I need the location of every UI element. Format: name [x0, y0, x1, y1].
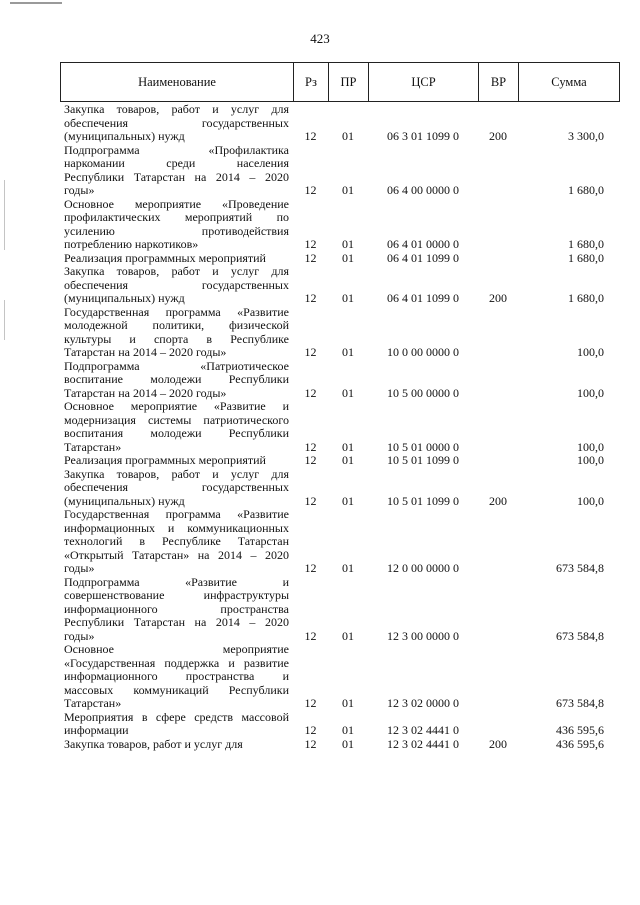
row-rz: 12	[304, 183, 317, 197]
row-pr: 01	[342, 736, 354, 751]
row-name-line: обеспечения государственных	[64, 115, 289, 130]
row-name	[60, 265, 293, 306]
row-name-line: наркомании среди населения	[64, 156, 289, 170]
row-sum: 673 584,8	[556, 696, 604, 710]
row-name-line: годы»	[64, 183, 95, 197]
row-pr: 01	[342, 250, 354, 265]
row-rz: 12	[304, 129, 317, 143]
row-name-line: Подпрограмма «Развитие и	[64, 574, 289, 589]
row-csr: 10 5 01 1099 0	[387, 493, 459, 508]
row-sum: 100,0	[577, 439, 604, 454]
row-sum: 1 680,0	[568, 237, 604, 251]
row-name-line: совершенствование инфраструктуры	[64, 588, 289, 602]
row-csr: 06 4 01 1099 0	[387, 250, 459, 265]
row-name-line: технологий в Республике Татарстан	[64, 534, 289, 548]
row-name-line: Татарстан на 2014 – 2020 годы»	[64, 385, 227, 400]
row-rz: 12	[304, 736, 317, 751]
row-csr: 06 4 01 0000 0	[387, 237, 459, 251]
row-rz: 12	[304, 696, 317, 710]
row-name-line: Основное мероприятие «Проведение	[64, 196, 289, 211]
row-name	[60, 252, 293, 266]
row-name	[60, 508, 293, 576]
row-rz: 12	[304, 237, 317, 251]
row-pr: 01	[342, 453, 354, 467]
row-csr: 12 3 02 0000 0	[387, 696, 459, 710]
row-name	[60, 468, 293, 509]
row-name-line: Основное мероприятие «Развитие и	[64, 399, 289, 413]
row-vr: 200	[489, 129, 507, 143]
row-name-line: информационного пространства и	[64, 669, 289, 683]
row-name-line: (муниципальных) нужд	[64, 493, 185, 508]
row-vr: 200	[489, 493, 507, 508]
row-name-line: (муниципальных) нужд	[64, 129, 185, 143]
row-name-line: информационных и коммуникационных	[64, 520, 289, 535]
row-rz: 12	[304, 250, 317, 265]
row-sum: 673 584,8	[556, 561, 604, 575]
row-name	[60, 400, 293, 454]
row-name-line: Закупка товаров, работ и услуг для	[64, 736, 243, 751]
row-csr: 06 4 00 0000 0	[387, 183, 459, 197]
page-number: 423	[310, 31, 330, 46]
row-sum: 100,0	[577, 345, 604, 359]
row-name	[60, 454, 293, 468]
scan-margin-mark	[4, 180, 5, 250]
row-name-line: Республики Татарстан на 2014 – 2020	[64, 615, 289, 629]
row-name	[60, 643, 293, 711]
row-name-line: Татарстан на 2014 – 2020 годы»	[64, 345, 227, 359]
table-row	[60, 265, 620, 306]
row-name-line: воспитания молодежи Республики	[64, 426, 289, 440]
row-name-line: «Открытый Татарстан» на 2014 – 2020	[64, 547, 289, 562]
column-header-rz: Рз	[294, 63, 329, 101]
row-pr: 01	[342, 129, 354, 143]
column-header-name: Наименование	[61, 63, 294, 101]
row-name	[60, 103, 293, 144]
row-csr: 10 5 01 1099 0	[387, 453, 459, 467]
row-rz: 12	[304, 453, 317, 467]
row-name-line: Мероприятия в сфере средств массовой	[64, 709, 289, 724]
table-row	[60, 144, 620, 198]
row-rz: 12	[304, 345, 317, 359]
row-pr: 01	[342, 723, 354, 737]
row-csr: 12 3 02 4441 0	[387, 723, 459, 737]
row-pr: 01	[342, 237, 354, 251]
row-name	[60, 144, 293, 198]
row-name-line: Подпрограмма «Патриотическое	[64, 358, 289, 373]
row-pr: 01	[342, 628, 354, 643]
row-name-line: воспитание молодежи Республики	[64, 372, 289, 386]
row-name-line: годы»	[64, 628, 95, 643]
row-rz: 12	[304, 723, 317, 737]
row-name-line: информационного пространства	[64, 601, 289, 616]
row-csr: 06 3 01 1099 0	[387, 129, 459, 143]
table-row	[60, 508, 620, 576]
row-name-line: Государственная программа «Развитие	[64, 507, 289, 521]
row-rz: 12	[304, 493, 317, 508]
row-pr: 01	[342, 385, 354, 400]
row-rz: 12	[304, 291, 317, 305]
budget-table-body	[60, 103, 620, 751]
row-csr: 10 0 00 0000 0	[387, 345, 459, 359]
row-name-line: Реализация программных мероприятий	[64, 250, 266, 265]
row-vr: 200	[489, 736, 507, 751]
column-header-csr: ЦСР	[369, 63, 479, 101]
table-row	[60, 103, 620, 144]
row-name-line: Основное мероприятие	[64, 642, 289, 656]
column-header-vr: ВР	[479, 63, 519, 101]
column-header-sum: Сумма	[551, 74, 587, 89]
row-csr: 12 0 00 0000 0	[387, 561, 459, 575]
row-name-line: Татарстан»	[64, 696, 122, 710]
scan-margin-mark	[4, 300, 5, 340]
row-sum: 100,0	[577, 453, 604, 467]
row-name-line: информации	[64, 723, 129, 737]
row-rz: 12	[304, 561, 317, 575]
table-row	[60, 576, 620, 644]
row-sum: 436 595,6	[556, 736, 604, 751]
row-csr: 10 5 01 0000 0	[387, 439, 459, 454]
row-sum: 100,0	[577, 493, 604, 508]
row-pr: 01	[342, 561, 354, 575]
row-pr: 01	[342, 439, 354, 454]
row-pr: 01	[342, 345, 354, 359]
row-rz: 12	[304, 385, 317, 400]
row-name-line: профилактических мероприятий по	[64, 210, 289, 224]
column-header-pr: ПР	[329, 63, 369, 101]
row-name-line: годы»	[64, 561, 95, 575]
row-sum: 1 680,0	[568, 291, 604, 305]
table-row	[60, 198, 620, 252]
scan-edge-mark	[10, 2, 62, 4]
table-row	[60, 252, 620, 266]
row-name	[60, 306, 293, 360]
table-row	[60, 468, 620, 509]
table-row	[60, 400, 620, 454]
row-name-line: обеспечения государственных	[64, 480, 289, 494]
row-sum: 1 680,0	[568, 250, 604, 265]
row-sum: 100,0	[577, 385, 604, 400]
table-row	[60, 643, 620, 711]
row-sum: 436 595,6	[556, 723, 604, 737]
table-row	[60, 738, 620, 752]
table-row	[60, 454, 620, 468]
row-name	[60, 738, 293, 752]
row-pr: 01	[342, 291, 354, 305]
row-name-line: молодежной политики, физической	[64, 318, 289, 332]
table-row	[60, 360, 620, 401]
row-name	[60, 711, 293, 738]
row-csr: 12 3 00 0000 0	[387, 628, 459, 643]
row-name-line: модернизация системы патриотического	[64, 412, 289, 427]
row-name-line: Татарстан»	[64, 439, 122, 454]
row-name-line: Закупка товаров, работ и услуг для	[64, 102, 289, 116]
row-name-line: «Государственная поддержка и развитие	[64, 655, 289, 670]
row-sum: 3 300,0	[568, 129, 604, 143]
row-name-line: потреблению наркотиков»	[64, 237, 199, 251]
row-name	[60, 198, 293, 252]
row-rz: 12	[304, 439, 317, 454]
row-name	[60, 576, 293, 644]
row-sum: 1 680,0	[568, 183, 604, 197]
row-pr: 01	[342, 493, 354, 508]
row-csr: 12 3 02 4441 0	[387, 736, 459, 751]
row-sum: 673 584,8	[556, 628, 604, 643]
row-name-line: усилению противодействия	[64, 223, 289, 238]
table-header	[60, 62, 620, 102]
row-name-line: Закупка товаров, работ и услуг для	[64, 466, 289, 481]
row-csr: 06 4 01 1099 0	[387, 291, 459, 305]
row-csr: 10 5 00 0000 0	[387, 385, 459, 400]
row-name-line: массовых коммуникаций Республики	[64, 682, 289, 697]
row-pr: 01	[342, 696, 354, 710]
row-name	[60, 360, 293, 401]
row-name-line: Государственная программа «Развитие	[64, 304, 289, 319]
row-vr: 200	[489, 291, 507, 305]
row-name-line: Подпрограмма «Профилактика	[64, 142, 289, 157]
row-pr: 01	[342, 183, 354, 197]
row-name-line: Республики Татарстан на 2014 – 2020	[64, 169, 289, 184]
table-row	[60, 306, 620, 360]
table-row	[60, 711, 620, 738]
row-rz: 12	[304, 628, 317, 643]
row-name-line: (муниципальных) нужд	[64, 291, 185, 305]
row-name-line: Закупка товаров, работ и услуг для	[64, 264, 289, 278]
row-name-line: культуры и спорта в Республике	[64, 331, 289, 346]
row-name-line: Реализация программных мероприятий	[64, 453, 266, 467]
row-name-line: обеспечения государственных	[64, 277, 289, 292]
